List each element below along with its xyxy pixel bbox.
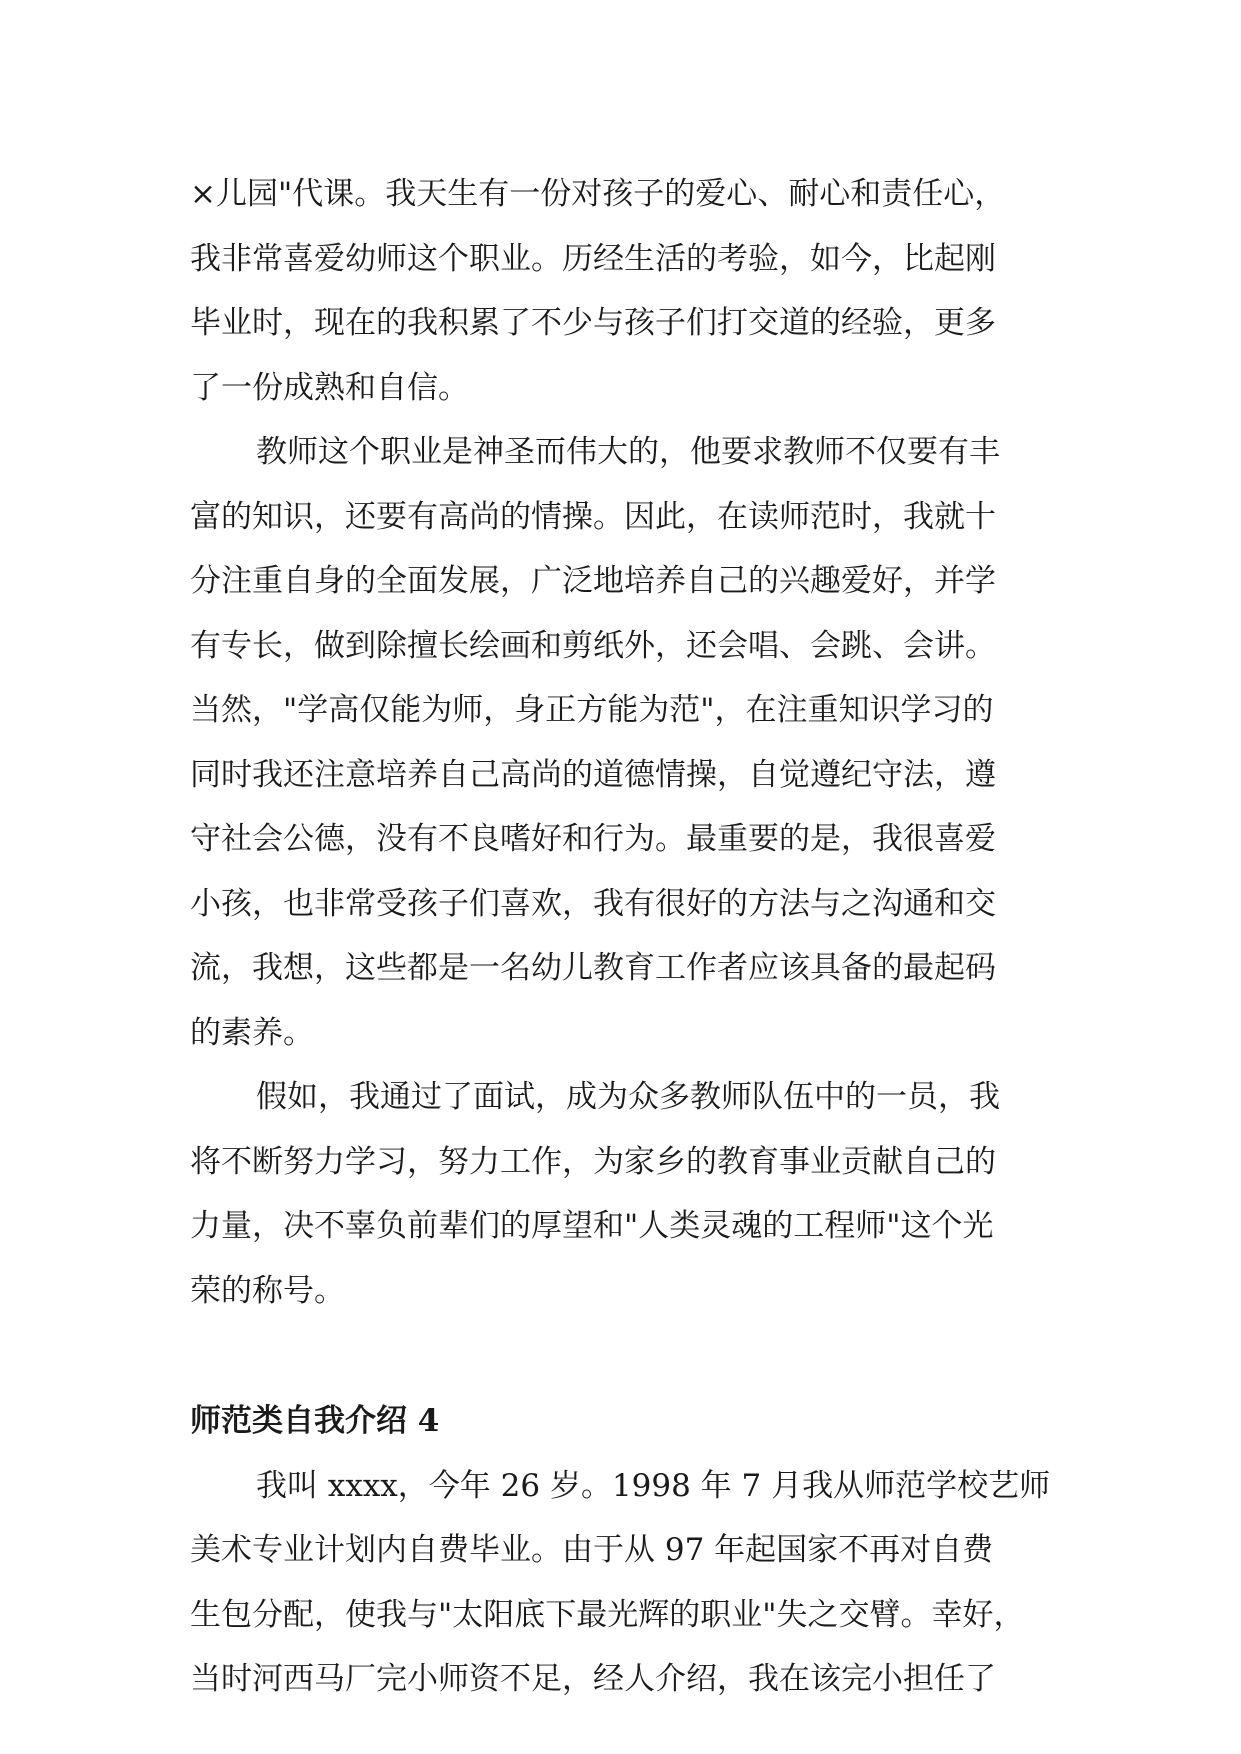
text-line: 有专长，做到除擅长绘画和剪纸外，还会唱、会跳、会讲。 — [190, 627, 996, 664]
text-line: 富的知识，还要有高尚的情操。因此，在读师范时，我就十 — [190, 498, 996, 535]
paragraph-3 — [190, 1065, 1070, 1323]
text-line: 流，我想，这些都是一名幼儿教育工作者应该具备的最起码 — [190, 950, 996, 986]
text-line: 守社会公德，没有不良嗜好和行为。最重要的是，我很喜爱 — [190, 821, 996, 857]
text-line: 假如，我通过了面试，成为众多教师队伍中的一员，我 — [256, 1079, 1000, 1115]
text-line: 我叫 xxxx，今年 26 岁。1998 年 7 月我从师范学校艺师 — [256, 1467, 1051, 1504]
text-line: 将不断努力学习，努力工作，为家乡的教育事业贡献自己的 — [190, 1143, 996, 1180]
text-line: 分注重自身的全面发展，广泛地培养自己的兴趣爱好，并学 — [190, 563, 996, 599]
text-line: 教师这个职业是神圣而伟大的，他要求教师不仅要有丰 — [256, 434, 1000, 470]
text-line: 生包分配，使我与"太阳底下最光辉的职业"失之交臂。幸好， — [190, 1596, 1025, 1633]
text-line: 荣的称号。 — [190, 1272, 345, 1309]
text-line: 了一份成熟和自信。 — [190, 369, 469, 406]
text-line: 的素养。 — [190, 1014, 314, 1051]
text-line: 同时我还注意培养自己高尚的道德情操，自觉遵纪守法，遵 — [190, 756, 996, 793]
paragraph-4 — [190, 1454, 1070, 1712]
text-line: 小孩，也非常受孩子们喜欢，我有很好的方法与之沟通和交 — [190, 885, 996, 922]
text-line: 我非常喜爱幼师这个职业。历经生活的考验，如今，比起刚 — [190, 240, 996, 277]
text-line: 毕业时，现在的我积累了不少与孩子们打交道的经验，更多 — [190, 305, 996, 341]
text-line: 当然，"学高仅能为师，身正方能为范"，在注重知识学习的 — [190, 692, 994, 728]
text-line: 美术专业计划内自费毕业。由于从 97 年起国家不再对自费 — [190, 1532, 994, 1568]
text-line: 当时河西马厂完小师资不足，经人介绍，我在该完小担任了 — [190, 1661, 996, 1697]
paragraph-2 — [190, 420, 1070, 1065]
text-line: ×儿园"代课。我天生有一份对孩子的爱心、耐心和责任心， — [190, 176, 1006, 212]
paragraph-1 — [190, 162, 1070, 420]
document-body — [190, 162, 1070, 1712]
text-line: 力量，决不辜负前辈们的厚望和"人类灵魂的工程师"这个光 — [190, 1208, 994, 1244]
section-heading: 师范类自我介绍 4 — [190, 1403, 440, 1439]
